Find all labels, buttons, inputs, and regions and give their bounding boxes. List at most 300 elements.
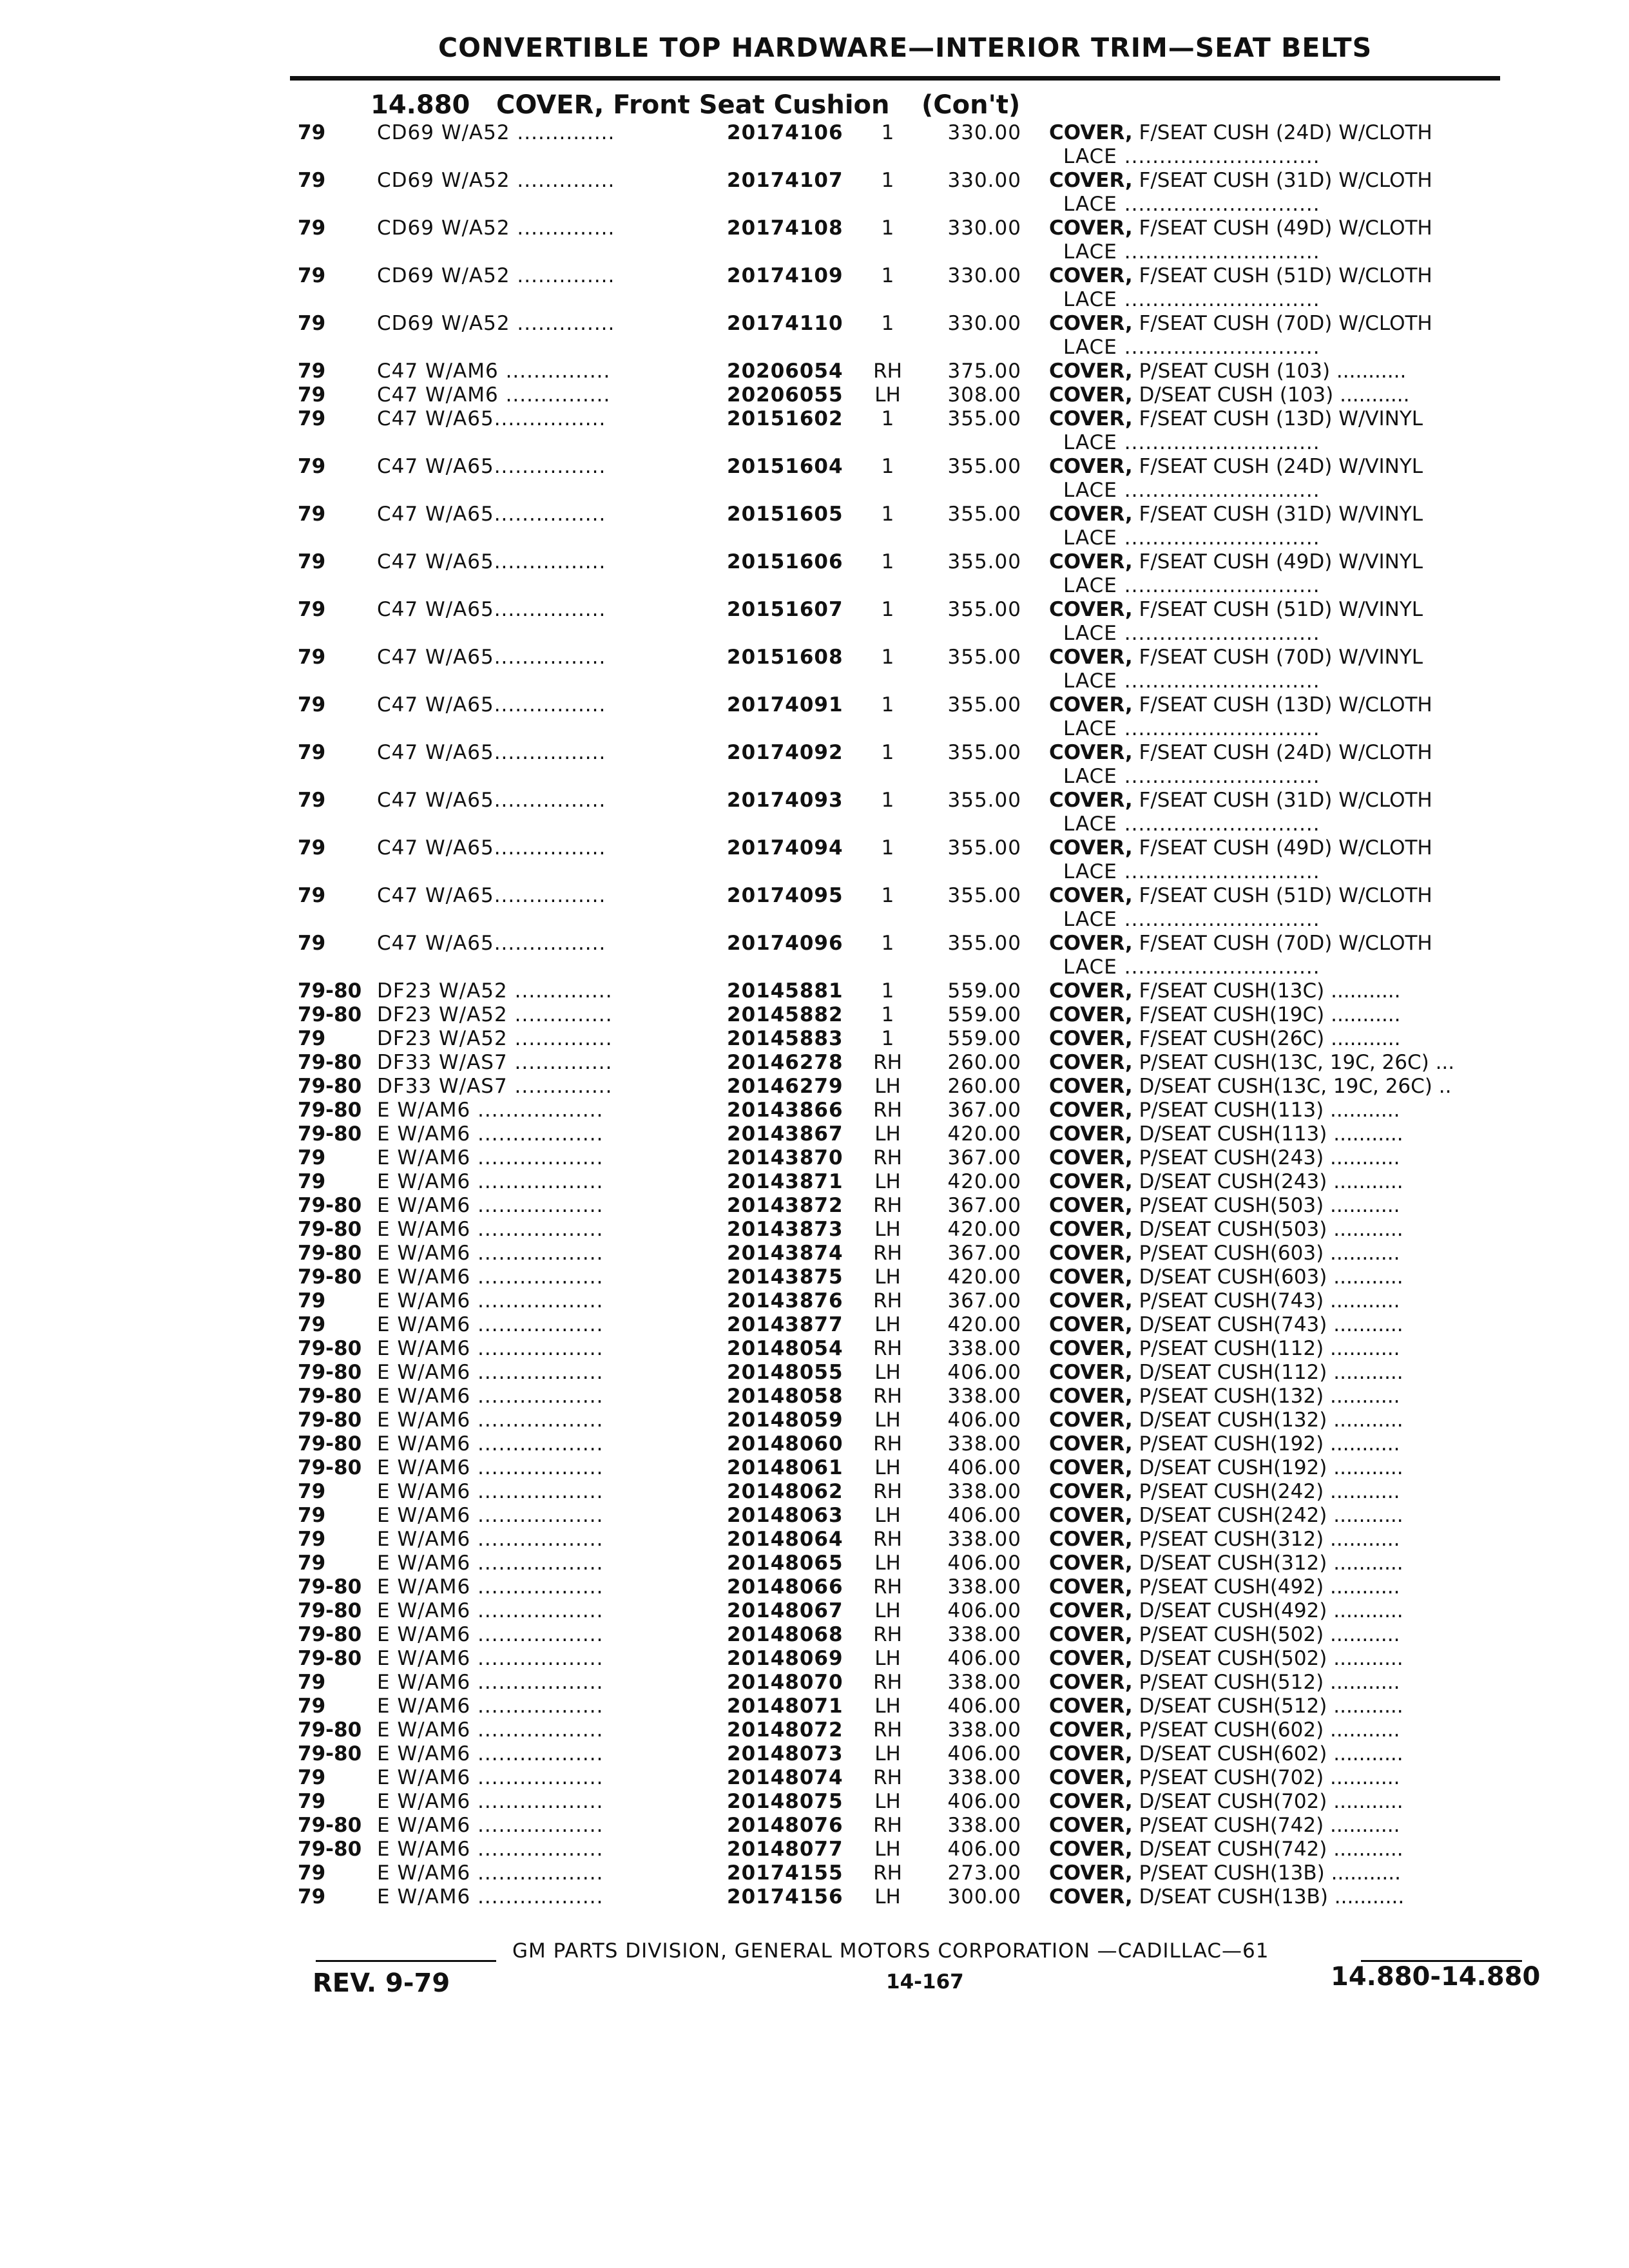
part-number: 20143875 xyxy=(727,1265,843,1289)
quantity: RH xyxy=(873,1289,902,1312)
price: 355.00 xyxy=(947,455,1021,478)
model-year: 79-80 xyxy=(298,1361,362,1384)
description xyxy=(1049,1432,1513,1456)
model-code: E W/AM6 .................. xyxy=(377,1504,604,1527)
model-code: C47 W/A65................ xyxy=(377,407,606,430)
model-year: 79 xyxy=(298,1146,326,1169)
model-year: 79 xyxy=(298,455,326,478)
table-row xyxy=(0,503,1629,550)
table-row xyxy=(0,360,1629,383)
description-noun: COVER, xyxy=(1049,646,1133,669)
description-text: D/SEAT CUSH (103) ........... xyxy=(1132,383,1410,407)
quantity: LH xyxy=(874,1265,901,1289)
model-code: DF33 W/AS7 .............. xyxy=(377,1051,613,1074)
part-number: 20143870 xyxy=(727,1146,843,1169)
price: 338.00 xyxy=(947,1528,1021,1551)
quantity: LH xyxy=(874,1790,901,1813)
model-year: 79 xyxy=(298,1170,326,1193)
table-row xyxy=(0,1861,1629,1885)
table-row xyxy=(0,932,1629,979)
table-row xyxy=(0,1552,1629,1575)
quantity: 1 xyxy=(881,550,894,573)
footer-rule-left xyxy=(316,1960,496,1962)
price: 367.00 xyxy=(947,1242,1021,1265)
description xyxy=(1049,1075,1513,1099)
quantity: RH xyxy=(873,1814,902,1837)
model-year: 79 xyxy=(298,360,326,383)
quantity: LH xyxy=(874,1122,901,1146)
model-code: E W/AM6 .................. xyxy=(377,1456,604,1479)
description xyxy=(1049,1790,1513,1814)
price: 406.00 xyxy=(947,1599,1021,1622)
footer-publisher: GM PARTS DIVISION, GENERAL MOTORS CORPORATION —CADILLAC—61 xyxy=(512,1939,1269,1963)
description-noun: COVER, xyxy=(1049,1218,1133,1241)
description-noun: COVER, xyxy=(1049,1170,1133,1193)
table-row xyxy=(0,1695,1629,1718)
description xyxy=(1049,121,1513,145)
model-year: 79 xyxy=(298,693,326,716)
description-noun: COVER, xyxy=(1049,1575,1133,1599)
quantity: LH xyxy=(874,383,901,407)
model-year: 79 xyxy=(298,1695,326,1718)
description-text: F/SEAT CUSH (13D) W/VINYL xyxy=(1132,407,1423,430)
price: 406.00 xyxy=(947,1552,1021,1575)
model-code: CD69 W/A52 .............. xyxy=(377,312,615,335)
model-code: E W/AM6 .................. xyxy=(377,1671,604,1694)
model-year: 79 xyxy=(298,1885,326,1908)
description-text: P/SEAT CUSH(743) ........... xyxy=(1132,1289,1400,1312)
model-year: 79-80 xyxy=(298,1265,362,1289)
model-year: 79 xyxy=(298,646,326,669)
table-row xyxy=(0,1742,1629,1766)
model-year: 79 xyxy=(298,312,326,335)
model-year: 79-80 xyxy=(298,979,362,1003)
description-text: F/SEAT CUSH (70D) W/CLOTH xyxy=(1132,312,1432,335)
part-number: 20148076 xyxy=(727,1814,843,1837)
model-year: 79-80 xyxy=(298,1051,362,1074)
quantity: 1 xyxy=(881,503,894,526)
description-continuation: LACE ............................ xyxy=(1063,669,1320,693)
model-year: 79-80 xyxy=(298,1718,362,1742)
table-row xyxy=(0,1099,1629,1122)
price: 338.00 xyxy=(947,1671,1021,1694)
section-number: 14.880 xyxy=(371,90,470,120)
part-number: 20174095 xyxy=(727,884,843,907)
page-header-title: CONVERTIBLE TOP HARDWARE—INTERIOR TRIM—SEAT BELTS xyxy=(438,32,1373,63)
description-text: F/SEAT CUSH (31D) W/CLOTH xyxy=(1132,789,1432,812)
description-noun: COVER, xyxy=(1049,1814,1133,1837)
model-year: 79-80 xyxy=(298,1456,362,1479)
part-number: 20206055 xyxy=(727,383,843,407)
description-noun: COVER, xyxy=(1049,1099,1133,1122)
part-number: 20174109 xyxy=(727,264,843,287)
model-year: 79-80 xyxy=(298,1337,362,1360)
quantity: 1 xyxy=(881,312,894,335)
description-noun: COVER, xyxy=(1049,1671,1133,1694)
description-text: D/SEAT CUSH(242) ........... xyxy=(1132,1504,1403,1527)
quantity: LH xyxy=(874,1313,901,1336)
model-year: 79 xyxy=(298,741,326,764)
description xyxy=(1049,503,1513,526)
price: 559.00 xyxy=(947,1003,1021,1026)
part-number: 20148066 xyxy=(727,1575,843,1599)
price: 420.00 xyxy=(947,1218,1021,1241)
description xyxy=(1049,1385,1513,1408)
price: 338.00 xyxy=(947,1766,1021,1789)
part-number: 20174155 xyxy=(727,1861,843,1885)
part-number: 20143874 xyxy=(727,1242,843,1265)
table-row xyxy=(0,693,1629,741)
price: 406.00 xyxy=(947,1361,1021,1384)
model-year: 79 xyxy=(298,836,326,860)
part-number: 20148065 xyxy=(727,1552,843,1575)
description xyxy=(1049,1099,1513,1122)
model-year: 79-80 xyxy=(298,1623,362,1646)
part-number: 20148060 xyxy=(727,1432,843,1456)
model-code: E W/AM6 .................. xyxy=(377,1552,604,1575)
quantity: 1 xyxy=(881,932,894,955)
model-code: E W/AM6 .................. xyxy=(377,1265,604,1289)
part-number: 20174108 xyxy=(727,216,843,240)
quantity: LH xyxy=(874,1361,901,1384)
part-number: 20146279 xyxy=(727,1075,843,1098)
model-code: CD69 W/A52 .............. xyxy=(377,264,615,287)
price: 420.00 xyxy=(947,1170,1021,1193)
price: 355.00 xyxy=(947,836,1021,860)
price: 300.00 xyxy=(947,1885,1021,1908)
model-code: C47 W/A65................ xyxy=(377,932,606,955)
description xyxy=(1049,216,1513,240)
table-row xyxy=(0,550,1629,598)
description xyxy=(1049,741,1513,765)
table-row xyxy=(0,741,1629,789)
description-text: F/SEAT CUSH (31D) W/CLOTH xyxy=(1132,169,1432,192)
description xyxy=(1049,1814,1513,1838)
description-text: F/SEAT CUSH (13D) W/CLOTH xyxy=(1132,693,1432,716)
description xyxy=(1049,1146,1513,1170)
description xyxy=(1049,1718,1513,1742)
model-code: E W/AM6 .................. xyxy=(377,1337,604,1360)
model-code: E W/AM6 .................. xyxy=(377,1623,604,1646)
model-year: 79 xyxy=(298,884,326,907)
description-noun: COVER, xyxy=(1049,1122,1133,1146)
price: 355.00 xyxy=(947,550,1021,573)
part-number: 20148072 xyxy=(727,1718,843,1742)
description-noun: COVER, xyxy=(1049,1289,1133,1312)
description xyxy=(1049,1552,1513,1575)
part-number: 20151602 xyxy=(727,407,843,430)
table-row xyxy=(0,1385,1629,1408)
description-text: F/SEAT CUSH(19C) ........... xyxy=(1132,1003,1401,1026)
description-noun: COVER, xyxy=(1049,1027,1133,1050)
quantity: 1 xyxy=(881,121,894,144)
table-row xyxy=(0,1575,1629,1599)
price: 406.00 xyxy=(947,1456,1021,1479)
table-row xyxy=(0,1003,1629,1027)
description-text: D/SEAT CUSH(112) ........... xyxy=(1132,1361,1403,1384)
quantity: RH xyxy=(873,1861,902,1885)
table-row xyxy=(0,1313,1629,1337)
description xyxy=(1049,1695,1513,1718)
model-year: 79-80 xyxy=(298,1385,362,1408)
description-noun: COVER, xyxy=(1049,1480,1133,1503)
description-text: P/SEAT CUSH(113) ........... xyxy=(1132,1099,1400,1122)
description-noun: COVER, xyxy=(1049,789,1133,812)
table-row xyxy=(0,1361,1629,1385)
description xyxy=(1049,1313,1513,1337)
description xyxy=(1049,407,1513,431)
price: 406.00 xyxy=(947,1504,1021,1527)
description-text: D/SEAT CUSH(602) ........... xyxy=(1132,1742,1403,1765)
description xyxy=(1049,1504,1513,1528)
description-noun: COVER, xyxy=(1049,598,1133,621)
description-text: P/SEAT CUSH(603) ........... xyxy=(1132,1242,1400,1265)
model-year: 79-80 xyxy=(298,1218,362,1241)
model-code: C47 W/A65................ xyxy=(377,550,606,573)
quantity: 1 xyxy=(881,693,894,716)
quantity: RH xyxy=(873,1671,902,1694)
part-number: 20206054 xyxy=(727,360,843,383)
footer-revision: REV. 9-79 xyxy=(313,1968,450,1998)
model-year: 79 xyxy=(298,503,326,526)
description-noun: COVER, xyxy=(1049,979,1133,1003)
description-text: P/SEAT CUSH(742) ........... xyxy=(1132,1814,1400,1837)
description-continuation: LACE ............................ xyxy=(1063,193,1320,216)
description xyxy=(1049,1671,1513,1695)
description xyxy=(1049,1838,1513,1861)
model-code: C47 W/A65................ xyxy=(377,598,606,621)
quantity: 1 xyxy=(881,455,894,478)
quantity: 1 xyxy=(881,264,894,287)
price: 355.00 xyxy=(947,932,1021,955)
description-text: F/SEAT CUSH (31D) W/VINYL xyxy=(1132,503,1423,526)
description xyxy=(1049,1194,1513,1218)
description-text: F/SEAT CUSH(26C) ........... xyxy=(1132,1027,1401,1050)
description xyxy=(1049,1742,1513,1766)
footer-page-number: 14-167 xyxy=(886,1970,964,1994)
price: 330.00 xyxy=(947,169,1021,192)
description xyxy=(1049,1885,1513,1909)
model-code: C47 W/A65................ xyxy=(377,503,606,526)
description-text: D/SEAT CUSH(743) ........... xyxy=(1132,1313,1403,1336)
description-text: P/SEAT CUSH(502) ........... xyxy=(1132,1623,1400,1646)
price: 559.00 xyxy=(947,979,1021,1003)
description-noun: COVER, xyxy=(1049,1194,1133,1217)
model-code: E W/AM6 .................. xyxy=(377,1528,604,1551)
model-code: E W/AM6 .................. xyxy=(377,1695,604,1718)
description-continuation: LACE ............................ xyxy=(1063,240,1320,264)
part-number: 20145881 xyxy=(727,979,843,1003)
description-text: D/SEAT CUSH(502) ........... xyxy=(1132,1647,1403,1670)
table-row xyxy=(0,1718,1629,1742)
description-noun: COVER, xyxy=(1049,121,1133,144)
quantity: LH xyxy=(874,1742,901,1765)
description-text: D/SEAT CUSH(742) ........... xyxy=(1132,1838,1403,1861)
model-year: 79-80 xyxy=(298,1242,362,1265)
part-number: 20151606 xyxy=(727,550,843,573)
description xyxy=(1049,932,1513,956)
model-year: 79 xyxy=(298,1671,326,1694)
price: 559.00 xyxy=(947,1027,1021,1050)
part-number: 20143871 xyxy=(727,1170,843,1193)
parts-list xyxy=(0,121,1629,1909)
description-noun: COVER, xyxy=(1049,1337,1133,1360)
description-text: P/SEAT CUSH(112) ........... xyxy=(1132,1337,1400,1360)
price: 355.00 xyxy=(947,646,1021,669)
table-row xyxy=(0,1814,1629,1838)
description xyxy=(1049,1861,1513,1885)
part-number: 20148068 xyxy=(727,1623,843,1646)
table-row xyxy=(0,836,1629,884)
model-code: E W/AM6 .................. xyxy=(377,1838,604,1861)
price: 406.00 xyxy=(947,1695,1021,1718)
description xyxy=(1049,1528,1513,1552)
quantity: RH xyxy=(873,1766,902,1789)
model-year: 79 xyxy=(298,264,326,287)
part-number: 20143867 xyxy=(727,1122,843,1146)
quantity: LH xyxy=(874,1170,901,1193)
description xyxy=(1049,1337,1513,1361)
table-row xyxy=(0,1027,1629,1051)
model-code: E W/AM6 .................. xyxy=(377,1742,604,1765)
model-code: E W/AM6 .................. xyxy=(377,1432,604,1456)
description-text: P/SEAT CUSH (103) ........... xyxy=(1132,360,1407,383)
description-text: F/SEAT CUSH(13C) ........... xyxy=(1132,979,1401,1003)
description-noun: COVER, xyxy=(1049,1003,1133,1026)
model-code: DF33 W/AS7 .............. xyxy=(377,1075,613,1098)
description-text: F/SEAT CUSH (24D) W/CLOTH xyxy=(1132,741,1432,764)
part-number: 20148063 xyxy=(727,1504,843,1527)
table-row xyxy=(0,1170,1629,1194)
description xyxy=(1049,1575,1513,1599)
quantity: 1 xyxy=(881,789,894,812)
model-year: 79 xyxy=(298,121,326,144)
model-code: E W/AM6 .................. xyxy=(377,1790,604,1813)
price: 355.00 xyxy=(947,598,1021,621)
price: 420.00 xyxy=(947,1313,1021,1336)
price: 420.00 xyxy=(947,1265,1021,1289)
part-number: 20174156 xyxy=(727,1885,843,1908)
table-row xyxy=(0,1480,1629,1504)
price: 375.00 xyxy=(947,360,1021,383)
price: 330.00 xyxy=(947,264,1021,287)
model-year: 79 xyxy=(298,1504,326,1527)
table-row xyxy=(0,383,1629,407)
description-text: P/SEAT CUSH(492) ........... xyxy=(1132,1575,1400,1599)
description-noun: COVER, xyxy=(1049,1599,1133,1622)
table-row xyxy=(0,1051,1629,1075)
description-noun: COVER, xyxy=(1049,1432,1133,1456)
description-text: P/SEAT CUSH(243) ........... xyxy=(1132,1146,1400,1169)
part-number: 20174096 xyxy=(727,932,843,955)
part-number: 20148071 xyxy=(727,1695,843,1718)
model-code: C47 W/A65................ xyxy=(377,836,606,860)
description-text: P/SEAT CUSH(512) ........... xyxy=(1132,1671,1400,1694)
description xyxy=(1049,383,1513,407)
description-text: D/SEAT CUSH(132) ........... xyxy=(1132,1408,1403,1432)
table-row xyxy=(0,121,1629,169)
quantity: RH xyxy=(873,1432,902,1456)
description-continuation: LACE ............................ xyxy=(1063,622,1320,645)
model-code: E W/AM6 .................. xyxy=(377,1194,604,1217)
description-noun: COVER, xyxy=(1049,1838,1133,1861)
table-row xyxy=(0,1528,1629,1552)
description-continuation: LACE ............................ xyxy=(1063,336,1320,359)
quantity: LH xyxy=(874,1408,901,1432)
part-number: 20151604 xyxy=(727,455,843,478)
quantity: RH xyxy=(873,1337,902,1360)
model-year: 79-80 xyxy=(298,1122,362,1146)
part-number: 20174091 xyxy=(727,693,843,716)
section-title: COVER, Front Seat Cushion xyxy=(496,90,890,120)
model-code: E W/AM6 .................. xyxy=(377,1361,604,1384)
description-noun: COVER, xyxy=(1049,1504,1133,1527)
part-number: 20143877 xyxy=(727,1313,843,1336)
description-text: F/SEAT CUSH (49D) W/CLOTH xyxy=(1132,836,1432,860)
description-noun: COVER, xyxy=(1049,1385,1133,1408)
table-row xyxy=(0,1122,1629,1146)
table-row xyxy=(0,1408,1629,1432)
part-number: 20148069 xyxy=(727,1647,843,1670)
description xyxy=(1049,455,1513,479)
description-text: P/SEAT CUSH(602) ........... xyxy=(1132,1718,1400,1742)
model-year: 79-80 xyxy=(298,1838,362,1861)
part-number: 20148054 xyxy=(727,1337,843,1360)
model-code: E W/AM6 .................. xyxy=(377,1647,604,1670)
part-number: 20148061 xyxy=(727,1456,843,1479)
table-row xyxy=(0,979,1629,1003)
quantity: RH xyxy=(873,1385,902,1408)
description xyxy=(1049,1361,1513,1385)
description xyxy=(1049,1647,1513,1671)
quantity: RH xyxy=(873,1099,902,1122)
description-text: F/SEAT CUSH (24D) W/CLOTH xyxy=(1132,121,1432,144)
table-row xyxy=(0,1432,1629,1456)
description-text: D/SEAT CUSH(492) ........... xyxy=(1132,1599,1403,1622)
model-code: E W/AM6 .................. xyxy=(377,1385,604,1408)
quantity: LH xyxy=(874,1456,901,1479)
description-noun: COVER, xyxy=(1049,693,1133,716)
description-noun: COVER, xyxy=(1049,1695,1133,1718)
table-row xyxy=(0,1289,1629,1313)
price: 355.00 xyxy=(947,503,1021,526)
model-code: C47 W/A65................ xyxy=(377,646,606,669)
part-number: 20148062 xyxy=(727,1480,843,1503)
price: 330.00 xyxy=(947,216,1021,240)
part-number: 20148055 xyxy=(727,1361,843,1384)
price: 338.00 xyxy=(947,1385,1021,1408)
model-code: E W/AM6 .................. xyxy=(377,1718,604,1742)
description xyxy=(1049,789,1513,812)
model-year: 79 xyxy=(298,1790,326,1813)
description-text: D/SEAT CUSH(512) ........... xyxy=(1132,1695,1403,1718)
table-row xyxy=(0,598,1629,646)
table-row xyxy=(0,1885,1629,1909)
description-text: P/SEAT CUSH(242) ........... xyxy=(1132,1480,1400,1503)
description-noun: COVER, xyxy=(1049,1265,1133,1289)
model-code: E W/AM6 .................. xyxy=(377,1599,604,1622)
price: 355.00 xyxy=(947,407,1021,430)
description-noun: COVER, xyxy=(1049,1742,1133,1765)
part-number: 20151605 xyxy=(727,503,843,526)
model-year: 79 xyxy=(298,789,326,812)
description xyxy=(1049,836,1513,860)
table-row xyxy=(0,1504,1629,1528)
description-continuation: LACE ............................ xyxy=(1063,145,1320,168)
quantity: RH xyxy=(873,1718,902,1742)
quantity: 1 xyxy=(881,598,894,621)
model-code: DF23 W/A52 .............. xyxy=(377,1027,613,1050)
